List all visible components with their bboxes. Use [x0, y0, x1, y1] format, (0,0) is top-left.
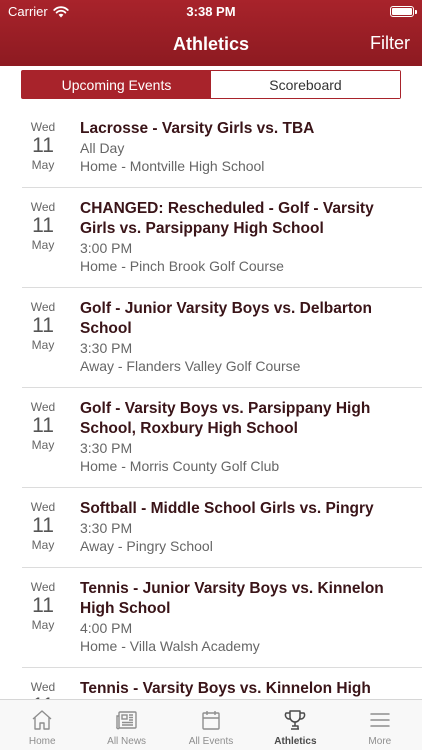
event-day: 11: [32, 214, 54, 237]
event-location: Away - Flanders Valley Golf Course: [80, 358, 301, 374]
event-title: Golf - Junior Varsity Boys vs. Delbarton School: [80, 300, 372, 337]
event-day: 11: [32, 594, 54, 617]
events-segmented-control: [21, 70, 401, 99]
list-item[interactable]: [22, 488, 422, 568]
event-time: 3:30 PM: [80, 520, 133, 536]
tab-all-events[interactable]: [169, 700, 253, 750]
event-day: 11: [32, 314, 54, 337]
menu-icon: [368, 708, 392, 732]
carrier-label: Carrier: [8, 4, 48, 19]
tab-label: More: [368, 736, 392, 747]
filter-button[interactable]: Filter: [370, 33, 410, 53]
event-month: May: [31, 158, 55, 172]
event-date: [22, 120, 64, 172]
event-details: [80, 499, 410, 555]
segment-upcoming-events[interactable]: Upcoming Events: [22, 71, 211, 98]
event-month: May: [31, 538, 55, 552]
event-month: May: [31, 438, 55, 452]
event-day: 11: [32, 514, 54, 537]
event-weekday: Wed: [30, 300, 56, 314]
event-weekday: Wed: [30, 200, 56, 214]
event-day: 11: [32, 134, 54, 157]
list-item[interactable]: [22, 288, 422, 388]
event-date: [22, 580, 64, 632]
event-details: [80, 119, 410, 175]
list-item[interactable]: [22, 188, 422, 288]
home-icon: [30, 708, 54, 732]
event-date: [22, 200, 64, 252]
event-weekday: Wed: [30, 500, 56, 514]
event-time: 3:30 PM: [80, 440, 133, 456]
trophy-icon: [283, 708, 307, 732]
list-item[interactable]: [22, 388, 422, 488]
event-title: Softball - Middle School Girls vs. Pingry: [80, 500, 374, 517]
event-title: Lacrosse - Varsity Girls vs. TBA: [80, 120, 315, 137]
event-title: Tennis - Varsity Boys vs. Kinnelon High: [80, 680, 371, 697]
page-title: Athletics: [172, 34, 250, 54]
event-location: Home - Pinch Brook Golf Course: [80, 258, 284, 274]
tab-label: Home: [28, 736, 56, 747]
status-bar: [0, 0, 422, 22]
app-header: [0, 0, 422, 66]
event-location: Home - Villa Walsh Academy: [80, 638, 260, 654]
tab-all-news[interactable]: [84, 700, 168, 750]
tab-athletics[interactable]: [253, 700, 337, 750]
event-time: 3:00 PM: [80, 240, 133, 256]
event-details: [80, 399, 410, 475]
event-date: [22, 400, 64, 452]
event-location: Home - Morris County Golf Club: [80, 458, 280, 474]
event-location: Away - Pingry School: [80, 538, 213, 554]
event-details: [80, 579, 410, 655]
event-time: 3:30 PM: [80, 340, 133, 356]
tab-bar: [0, 699, 422, 750]
tab-label: Athletics: [274, 736, 317, 747]
event-month: May: [31, 238, 55, 252]
event-location: Home - Montville High School: [80, 158, 265, 174]
event-details: [80, 299, 410, 375]
list-item[interactable]: [22, 568, 422, 668]
event-date: [22, 500, 64, 552]
event-weekday: Wed: [30, 400, 56, 414]
list-item[interactable]: [22, 108, 422, 188]
newspaper-icon: [115, 708, 139, 732]
event-title: CHANGED: Rescheduled - Golf - Varsity Girls vs. Parsippany High School: [80, 200, 374, 237]
events-list[interactable]: [0, 108, 422, 698]
event-month: May: [31, 338, 55, 352]
tab-label: All Events: [188, 736, 234, 747]
event-weekday: Wed: [30, 580, 56, 594]
battery-icon: [390, 6, 414, 17]
event-month: May: [31, 618, 55, 632]
event-time: All Day: [80, 140, 125, 156]
event-time: 4:00 PM: [80, 620, 133, 636]
event-title: Golf - Varsity Boys vs. Parsippany High School, Roxbury High School: [80, 400, 371, 437]
event-day: 11: [32, 414, 54, 437]
event-weekday: Wed: [30, 120, 56, 134]
event-title: Tennis - Junior Varsity Boys vs. Kinnelon High School: [80, 580, 384, 617]
calendar-icon: [199, 708, 223, 732]
event-details: [80, 199, 410, 275]
segment-scoreboard[interactable]: Scoreboard: [211, 71, 400, 98]
tab-label: All News: [107, 736, 147, 747]
tab-more[interactable]: [338, 700, 422, 750]
status-time: 3:38 PM: [186, 4, 236, 19]
event-weekday: Wed: [30, 680, 56, 694]
tab-home[interactable]: [0, 700, 84, 750]
event-date: [22, 300, 64, 352]
